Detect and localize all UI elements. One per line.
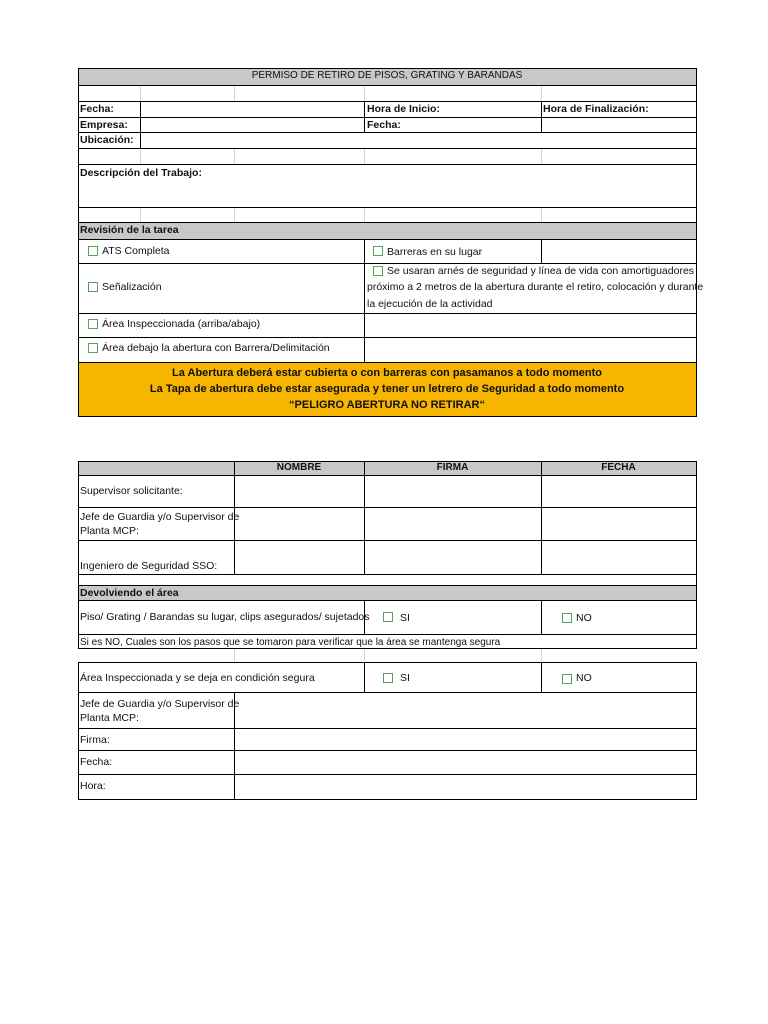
gridline bbox=[140, 207, 141, 222]
rule bbox=[78, 662, 79, 799]
senalizacion-label: Señalización bbox=[102, 281, 162, 293]
rule bbox=[78, 600, 697, 601]
form-title: PERMISO DE RETIRO DE PISOS, GRATING Y BARANDAS bbox=[251, 70, 523, 81]
area-debajo-label: Área debajo la abertura con Barrera/Delimitación bbox=[102, 342, 330, 354]
gridline bbox=[234, 148, 235, 164]
q2-label: Área Inspeccionada y se deja en condición segura bbox=[80, 672, 315, 684]
rule bbox=[78, 101, 697, 102]
gridline bbox=[541, 85, 542, 101]
rule bbox=[78, 132, 697, 133]
col-header-fecha: FECHA bbox=[601, 462, 636, 473]
rule bbox=[541, 662, 542, 692]
rule bbox=[78, 148, 697, 149]
gridline bbox=[364, 85, 365, 101]
arnes-line1: Se usaran arnés de seguridad y línea de vida con amortiguadores bbox=[387, 265, 695, 277]
arnes-line3: la ejecución de la actividad bbox=[367, 298, 493, 310]
return-firma-label: Firma: bbox=[80, 734, 110, 746]
si-es-no-label: Si es NO, Cuales son los pasos que se tomaron para verificar que la área se mantenga segura bbox=[80, 637, 501, 648]
gridline bbox=[140, 148, 141, 164]
rule bbox=[78, 475, 697, 476]
q2-si-label: SI bbox=[400, 672, 410, 684]
rule bbox=[78, 507, 697, 508]
rule bbox=[78, 263, 697, 264]
rule bbox=[364, 239, 365, 362]
rule bbox=[78, 68, 79, 416]
rule bbox=[78, 540, 697, 541]
gridline bbox=[541, 207, 542, 222]
supervisor-label: Supervisor solicitante: bbox=[80, 485, 183, 497]
rule bbox=[541, 239, 542, 263]
q2-no-label: NO bbox=[576, 672, 592, 684]
rule bbox=[140, 101, 141, 148]
gridline bbox=[234, 85, 235, 101]
area-insp-label: Área Inspeccionada (arriba/abajo) bbox=[102, 318, 261, 330]
q1-si-checkbox[interactable] bbox=[383, 612, 393, 622]
rule bbox=[364, 662, 365, 692]
review-heading: Revisión de la tarea bbox=[80, 224, 179, 236]
rule bbox=[541, 461, 542, 574]
q1-no-label: NO bbox=[576, 612, 592, 624]
rule bbox=[78, 461, 79, 648]
rule bbox=[78, 337, 697, 338]
rule bbox=[78, 68, 697, 69]
warning-line1: La Abertura deberá estar cubierta o con barreras con pasamanos a todo momento bbox=[172, 367, 602, 379]
rule bbox=[78, 585, 697, 586]
area-insp-checkbox[interactable] bbox=[88, 319, 98, 329]
gridline bbox=[140, 85, 141, 101]
q2-no-checkbox[interactable] bbox=[562, 674, 572, 684]
rule bbox=[78, 416, 697, 417]
rule bbox=[78, 313, 697, 314]
q1-si-label: SI bbox=[400, 612, 410, 624]
gridline bbox=[234, 648, 235, 662]
rule bbox=[364, 101, 365, 132]
descripcion-label: Descripción del Trabajo: bbox=[80, 167, 202, 179]
barreras-checkbox[interactable] bbox=[373, 246, 383, 256]
fecha-label: Fecha: bbox=[80, 103, 114, 115]
rule bbox=[78, 692, 697, 693]
rule bbox=[78, 85, 697, 86]
gridline bbox=[541, 148, 542, 164]
hora-inicio-label: Hora de Inicio: bbox=[367, 103, 440, 115]
ubicacion-label: Ubicación: bbox=[80, 134, 134, 146]
gridline bbox=[364, 207, 365, 222]
col-header-firma: FIRMA bbox=[436, 462, 469, 473]
rule bbox=[78, 574, 697, 575]
senalizacion-checkbox[interactable] bbox=[88, 282, 98, 292]
return-jefe-line2: Planta MCP: bbox=[80, 712, 139, 724]
empresa-label: Empresa: bbox=[80, 119, 128, 131]
rule bbox=[364, 461, 365, 574]
barreras-label: Barreras en su lugar bbox=[387, 246, 483, 258]
warning-line2: La Tapa de abertura debe estar asegurada y tener un letrero de Seguridad a todo momento bbox=[149, 383, 625, 395]
q1-label: Piso/ Grating / Barandas su lugar, clips asegurados/ sujetados bbox=[80, 611, 370, 623]
gridline bbox=[364, 648, 365, 662]
rule bbox=[78, 634, 697, 635]
rule bbox=[78, 207, 697, 208]
warning-line3: “PELIGRO ABERTURA NO RETIRAR“ bbox=[289, 399, 485, 411]
gridline bbox=[234, 207, 235, 222]
return-jefe-line1: Jefe de Guardia y/o Supervisor de bbox=[80, 698, 240, 710]
col-header-nombre: NOMBRE bbox=[276, 462, 322, 473]
rule bbox=[78, 164, 697, 165]
gridline bbox=[364, 148, 365, 164]
arnes-line2: próximo a 2 metros de la abertura durante el retiro, colocación y durante bbox=[367, 281, 704, 293]
rule bbox=[78, 662, 697, 663]
rule bbox=[78, 728, 697, 729]
jefe-label-line1: Jefe de Guardia y/o Supervisor de bbox=[80, 511, 240, 523]
ats-checkbox[interactable] bbox=[88, 246, 98, 256]
rule bbox=[78, 222, 697, 223]
rule bbox=[696, 68, 697, 416]
arnes-checkbox[interactable] bbox=[373, 266, 383, 276]
rule bbox=[78, 774, 697, 775]
ingeniero-label: Ingeniero de Seguridad SSO: bbox=[80, 560, 218, 572]
gridline bbox=[541, 648, 542, 662]
rule bbox=[78, 750, 697, 751]
q1-no-checkbox[interactable] bbox=[562, 613, 572, 623]
rule bbox=[541, 600, 542, 634]
return-fecha-label: Fecha: bbox=[80, 756, 113, 768]
q2-si-checkbox[interactable] bbox=[383, 673, 393, 683]
rule bbox=[78, 362, 697, 363]
rule bbox=[696, 662, 697, 799]
fecha2-label: Fecha: bbox=[367, 119, 401, 131]
rule bbox=[541, 101, 542, 132]
ats-label: ATS Completa bbox=[102, 245, 170, 257]
return-hora-label: Hora: bbox=[80, 780, 106, 792]
rule bbox=[696, 461, 697, 648]
jefe-label-line2: Planta MCP: bbox=[80, 525, 139, 537]
hora-final-label: Hora de Finalización: bbox=[543, 103, 649, 115]
return-heading: Devolviendo el área bbox=[80, 587, 179, 599]
rule bbox=[78, 117, 697, 118]
rule bbox=[78, 799, 697, 800]
rule bbox=[78, 239, 697, 240]
area-debajo-checkbox[interactable] bbox=[88, 343, 98, 353]
